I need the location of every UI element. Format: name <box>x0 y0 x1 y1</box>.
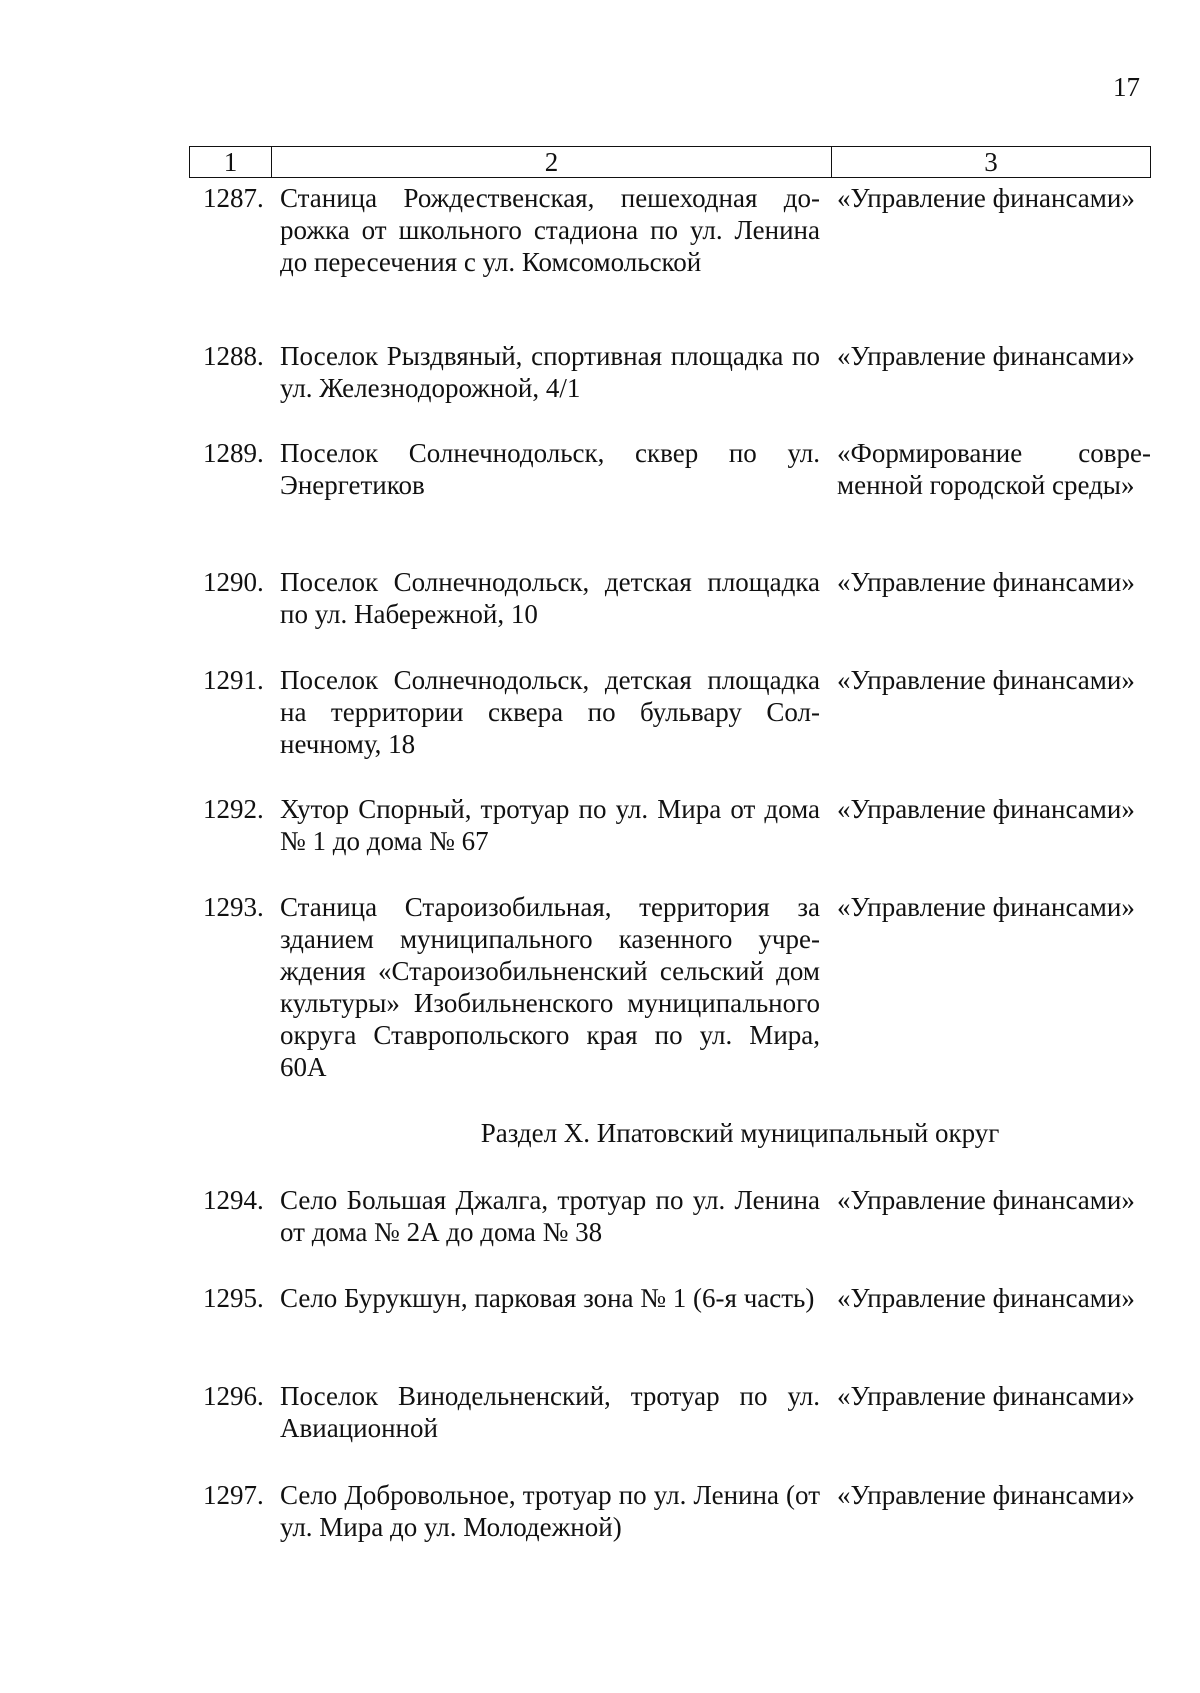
row-description: Поселок Солнечнодольск, сквер по ул. Энергетиков <box>280 438 820 500</box>
row-number: 1296. <box>203 1381 264 1411</box>
row-description: Станица Староизобильная, территория за зданием муниципального казенного учреждения «Староизобильненский сельский дом культуры» Изобильненского муниципального округа Ставропольского края по ул. Мира, 60А <box>280 892 820 1082</box>
row-number: 1297. <box>203 1480 264 1510</box>
row-number: 1293. <box>203 892 264 922</box>
row-number: 1290. <box>203 567 264 597</box>
row-program: «Управление финансами» <box>837 341 1135 371</box>
row-description: Поселок Рыздвяный, спортивная площадка по ул. Железнодорожной, 4/1 <box>280 341 820 403</box>
column-header-3: 3 <box>984 147 998 177</box>
row-description: Село Бурукшун, парковая зона № 1 (6-я часть) <box>280 1283 815 1313</box>
column-header-2: 2 <box>272 147 832 177</box>
row-description: Поселок Солнечнодольск, детская площадка на территории сквера по бульвару Солнечному, 18 <box>280 665 820 759</box>
row-program: «Управление финансами» <box>837 1381 1135 1411</box>
row-program: «Управление финансами» <box>837 665 1135 695</box>
row-description: Хутор Спорный, тротуар по ул. Мира от дома № 1 до дома № 67 <box>280 794 820 856</box>
row-description: Поселок Солнечнодольск, детская площадка по ул. Набережной, 10 <box>280 567 820 629</box>
page-number: 17 <box>1113 72 1140 102</box>
row-program: «Управление финансами» <box>837 1185 1135 1215</box>
row-program: «Управление финансами» <box>837 794 1135 824</box>
section-title: Раздел X. Ипатовский муниципальный округ <box>480 1118 1000 1148</box>
row-description: Поселок Винодельненский, тротуар по ул. Авиационной <box>280 1381 820 1443</box>
row-number: 1291. <box>203 665 264 695</box>
row-program: «Управление финансами» <box>837 892 1135 922</box>
row-number: 1295. <box>203 1283 264 1313</box>
row-number: 1289. <box>203 438 264 468</box>
row-program: «Управление финансами» <box>837 1480 1135 1510</box>
row-description: Село Добровольное, тротуар по ул. Ленина (от ул. Мира до ул. Молодежной) <box>280 1480 820 1542</box>
row-number: 1292. <box>203 794 264 824</box>
row-number: 1287. <box>203 183 264 213</box>
row-number: 1288. <box>203 341 264 371</box>
column-header-1: 1 <box>190 147 272 177</box>
row-number: 1294. <box>203 1185 264 1215</box>
row-program: «Управление финансами» <box>837 183 1135 213</box>
table-header <box>189 146 1151 178</box>
row-description: Село Большая Джалга, тротуар по ул. Ленина от дома № 2А до дома № 38 <box>280 1185 820 1247</box>
row-program: «Управление финансами» <box>837 1283 1135 1313</box>
row-program: «Формирование современной городской среды» <box>837 438 1151 500</box>
row-description: Станица Рождественская, пешеходная дорожка от школьного стадиона по ул. Ленина до пересечения с ул. Комсомольской <box>280 183 820 277</box>
row-program: «Управление финансами» <box>837 567 1135 597</box>
